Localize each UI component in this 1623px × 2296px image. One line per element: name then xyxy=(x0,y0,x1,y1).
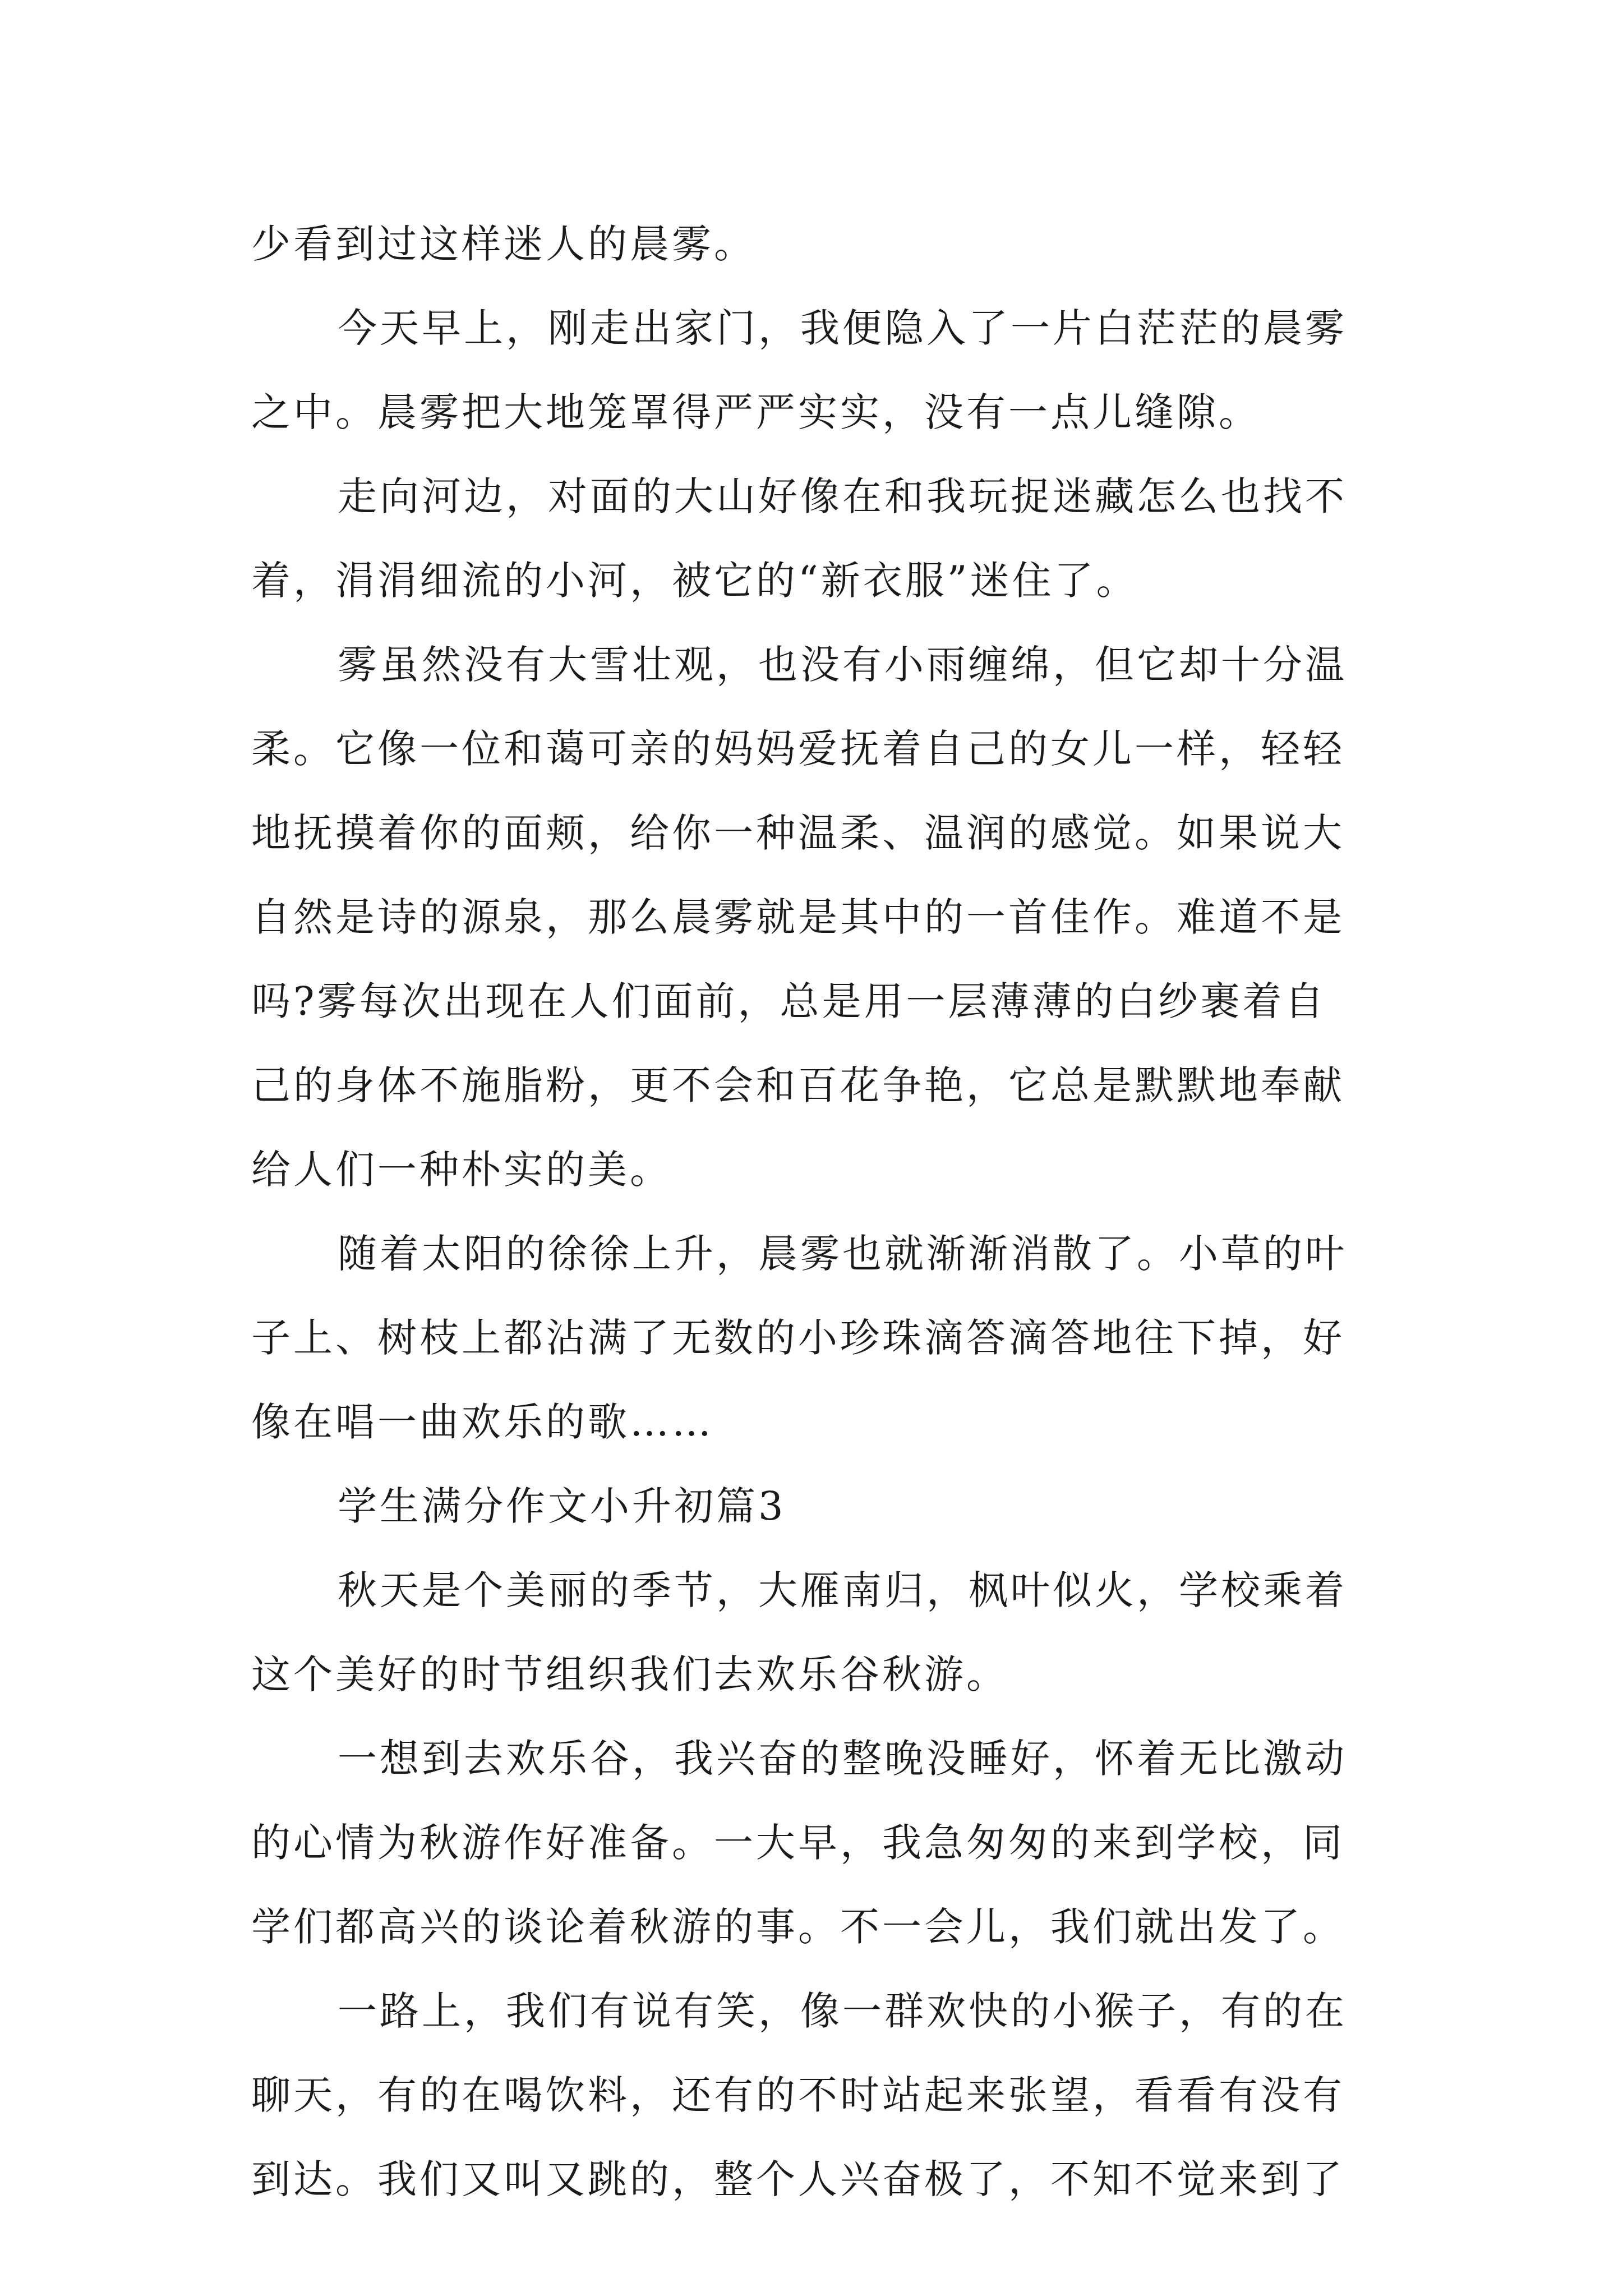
text-line: 像在唱一曲欢乐的歌…… xyxy=(251,1399,714,1445)
text-line: 子上、树枝上都沾满了无数的小珍珠滴答滴答地往下掉，好 xyxy=(251,1315,1345,1361)
text-line: 之中。晨雾把大地笼罩得严严实实，没有一点儿缝隙。 xyxy=(251,389,1261,435)
section-heading: 学生满分作文小升初篇3 xyxy=(338,1483,786,1529)
text-line: 学们都高兴的谈论着秋游的事。不一会儿，我们就出发了。 xyxy=(251,1904,1345,1950)
paragraph-first-line: 一路上，我们有说有笑，像一群欢快的小猴子，有的在 xyxy=(338,1988,1347,2034)
text-line: 吗?雾每次出现在人们面前，总是用一层薄薄的白纱裹着自 xyxy=(251,978,1327,1024)
text-line: 柔。它像一位和蔼可亲的妈妈爱抚着自己的女儿一样，轻轻 xyxy=(251,726,1345,772)
text-line: 着，涓涓细流的小河，被它的“新衣服”迷住了。 xyxy=(251,558,1138,604)
paragraph-first-line: 秋天是个美丽的季节，大雁南归，枫叶似火，学校乘着 xyxy=(338,1567,1347,1613)
text-line: 这个美好的时节组织我们去欢乐谷秋游。 xyxy=(251,1651,1008,1697)
text-line: 自然是诗的源泉，那么晨雾就是其中的一首佳作。难道不是 xyxy=(251,894,1345,940)
text-line: 己的身体不施脂粉，更不会和百花争艳，它总是默默地奉献 xyxy=(251,1062,1345,1108)
text-line: 到达。我们又叫又跳的，整个人兴奋极了，不知不觉来到了 xyxy=(251,2156,1345,2202)
text-line: 少看到过这样迷人的晨雾。 xyxy=(251,221,756,267)
text-line: 地抚摸着你的面颊，给你一种温柔、温润的感觉。如果说大 xyxy=(251,810,1345,856)
paragraph-first-line: 一想到去欢乐谷，我兴奋的整晚没睡好，怀着无比激动 xyxy=(338,1736,1347,1782)
paragraph-first-line: 今天早上，刚走出家门，我便隐入了一片白茫茫的晨雾 xyxy=(338,305,1347,351)
text-line: 的心情为秋游作好准备。一大早，我急匆匆的来到学校，同 xyxy=(251,1820,1345,1866)
paragraph-first-line: 随着太阳的徐徐上升，晨雾也就渐渐消散了。小草的叶 xyxy=(338,1231,1347,1277)
text-line: 聊天，有的在喝饮料，还有的不时站起来张望，看看有没有 xyxy=(251,2072,1345,2118)
paragraph-first-line: 雾虽然没有大雪壮观，也没有小雨缠绵，但它却十分温 xyxy=(338,642,1347,688)
text-line: 给人们一种朴实的美。 xyxy=(251,1147,672,1193)
paragraph-first-line: 走向河边，对面的大山好像在和我玩捉迷藏怎么也找不 xyxy=(338,473,1347,519)
